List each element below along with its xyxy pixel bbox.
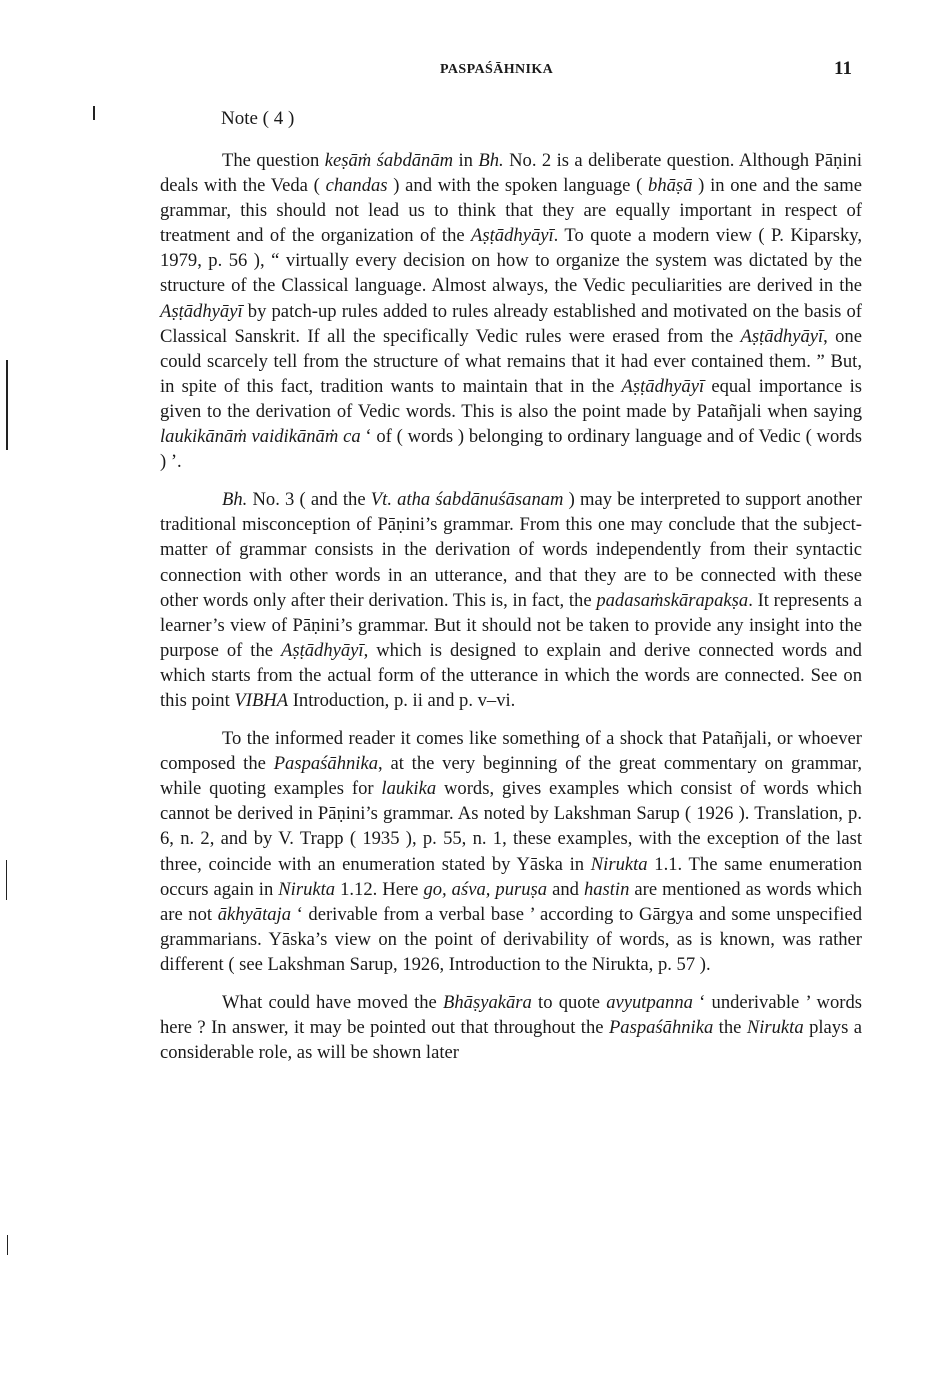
body-text — [160, 148, 862, 1078]
text-run: No. 2 is a deliberate question. Although Pāṇini deals with the Veda ( — [160, 150, 863, 197]
italic-term: Aṣṭādhyāyī — [471, 225, 554, 247]
italic-term: Paspaśāhnika — [273, 753, 379, 775]
text-run: What could have moved the — [222, 992, 443, 1013]
italic-term: Aṣṭādhyāyī — [621, 375, 705, 397]
italic-term: Aṣṭādhyāyī — [740, 325, 824, 347]
text-run: ) and with the spoken language ( — [387, 175, 649, 197]
text-run: No. 3 ( and the — [247, 489, 371, 511]
paragraph — [160, 487, 862, 713]
paragraph — [160, 990, 862, 1065]
italic-term: keṣāṁ śabdānām — [324, 150, 454, 171]
text-run: are mentioned as words which are not — [160, 878, 862, 925]
paragraph — [160, 148, 862, 474]
italic-term: laukikānāṁ vaidikānāṁ ca — [160, 426, 361, 448]
text-run: ) in one and the same grammar, this should not lead us to think that they are equally important in respect of treatment and of the organization of the — [160, 175, 862, 247]
text-run: . It represents a learner’s view of Pāṇini’s grammar. But it should not be taken to provide any insight into the purpose of the — [160, 589, 862, 661]
italic-term: Bh. — [478, 150, 504, 171]
italic-term: hastin — [583, 878, 630, 900]
italic-term: padasaṁskārapakṣa — [596, 589, 749, 611]
italic-term: laukika — [381, 778, 437, 800]
scan-mark — [7, 1235, 8, 1255]
italic-term: Nirukta — [278, 878, 336, 900]
italic-term: ākhyātaja — [217, 903, 292, 925]
paragraph — [160, 726, 862, 977]
italic-term: Bhāṣyakāra — [443, 992, 532, 1013]
text-run: The question — [222, 150, 325, 171]
running-title: PASPAŚĀHNIKA — [440, 62, 554, 77]
text-run: . To quote a modern view ( P. Kiparsky, 1979, p. 56 ), “ virtually every decision on how to organize the system was dictated by the structure of the Classical language. Almost always, the Vedic peculiarities are derived in the — [160, 225, 862, 297]
text-run: , which is designed to explain and derive connected words and which starts from the actual form of the utterance in which the words are connected. See on this point — [160, 639, 862, 711]
italic-term: Bh. — [222, 489, 248, 511]
text-run: to quote — [531, 992, 607, 1013]
italic-term: Nirukta — [590, 853, 648, 875]
italic-term: Nirukta — [746, 1017, 804, 1039]
text-run: words, gives examples which consist of words which cannot be derived in Pāṇini’s grammar. As noted by Lakshman Sarup ( 1926 ). Translation, p. 6, n. 2, and by V. Trapp ( 1935 ), p. 55, n. 1, these examples, with the exception of the last three, coincide with an enumeration stated by Yāska in — [160, 778, 862, 875]
italic-term: go, aśva, puruṣa — [423, 878, 548, 900]
text-run: , one could scarcely tell from the structure of what remains that it had ever contained them. ” But, in spite of this fact, tradition wants to maintain that in the — [160, 325, 862, 397]
italic-term: Aṣṭādhyāyī — [280, 639, 364, 661]
page-header — [160, 58, 860, 84]
text-run: Introduction, p. ii and p. v–vi. — [288, 689, 516, 711]
note-heading: Note ( 4 ) — [221, 108, 295, 129]
text-run: equal importance is given to the derivation of Vedic words. This is also the point made by Patañjali when saying — [160, 375, 862, 422]
text-run: ) may be interpreted to support another traditional misconception of Pāṇini’s grammar. From this one may conclude that the subject-matter of grammar consists in the derivation of words independently from their syntactic connection with other words in an utterance, and that they are to be connected with these other words only after their derivation. This is, in fact, the — [160, 489, 862, 611]
text-run: plays a considerable role, as will be shown later — [160, 1017, 862, 1064]
text-run: in — [453, 150, 479, 171]
scan-mark — [6, 860, 7, 900]
italic-term: Paspaśāhnika — [608, 1017, 714, 1039]
italic-term: avyutpanna — [606, 992, 693, 1013]
scan-mark — [6, 360, 8, 450]
italic-term: Vt. atha śabdānuśāsanam — [370, 489, 564, 511]
text-run: by patch-up rules added to rules already established and motivated on the basis of Classical Sanskrit. If all the specifically Vedic rules were erased from the — [160, 300, 862, 347]
italic-term: bhāṣā — [648, 175, 693, 197]
text-run: 1.12. Here — [335, 878, 424, 900]
scan-mark — [93, 106, 95, 120]
italic-term: VIBHA — [234, 689, 289, 711]
text-run: 1.1. The same enumeration occurs again in — [160, 853, 862, 900]
text-run: ‘ of ( words ) belonging to ordinary language and of Vedic ( words ) ’. — [160, 426, 862, 473]
text-run: the — [713, 1017, 747, 1039]
page-number: 11 — [834, 58, 852, 79]
text-run: ‘ underivable ’ words here ? In answer, it may be pointed out that throughout the — [160, 992, 862, 1039]
italic-term: chandas — [325, 175, 388, 197]
text-run: ‘ derivable from a verbal base ’ according to Gārgya and some unspecified grammarians. Yāska’s view on the point of derivability of words, as is known, was rather different ( see Lakshman Sarup, 1926, Introduction to the Nirukta, p. 57 ). — [160, 903, 862, 975]
italic-term: Aṣṭādhyāyī — [160, 300, 243, 322]
text-run: and — [547, 878, 584, 900]
text-run: To the informed reader it comes like something of a shock that Patañjali, or whoever composed the — [160, 728, 862, 775]
text-run: , at the very beginning of the great commentary on grammar, while quoting examples for — [160, 753, 862, 800]
